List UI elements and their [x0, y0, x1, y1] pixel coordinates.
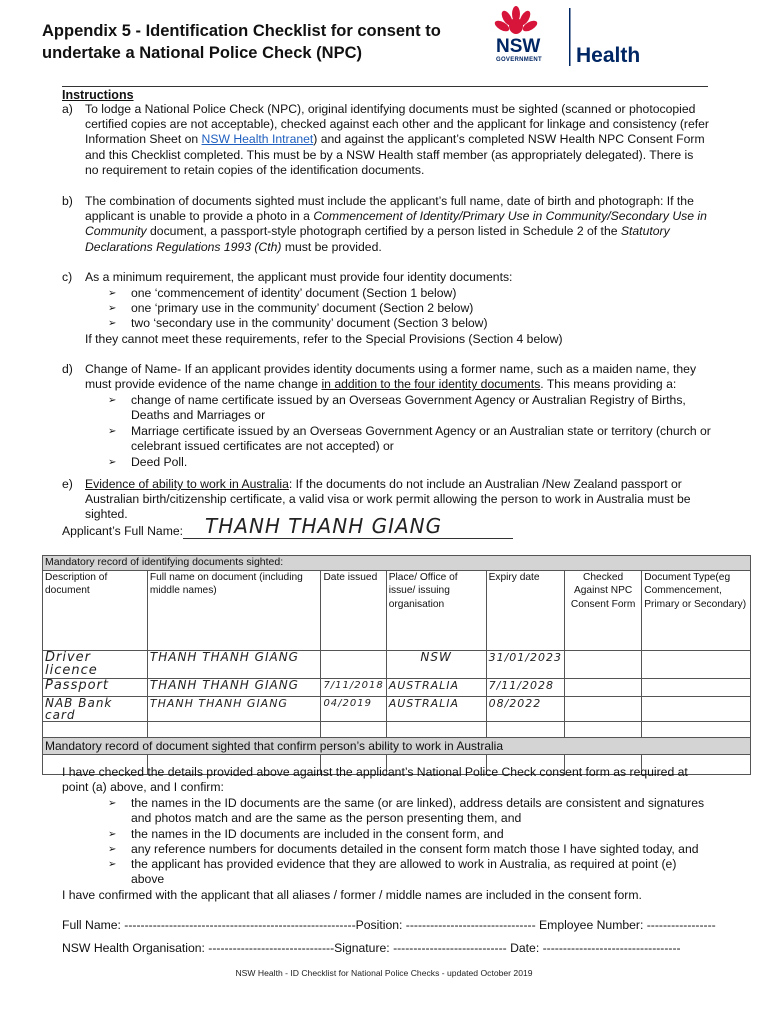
cell[interactable]: 7/11/2018 — [321, 678, 386, 696]
table-section-title-row — [43, 737, 751, 754]
table-row — [43, 721, 751, 737]
arrow-bullet-icon: ➢ — [108, 457, 117, 468]
confirm-intro: I have checked the details provided above against the applicant’s National Police Check consent form as required at point (a) above, and I confirm: — [62, 765, 688, 795]
cell[interactable]: AUSTRALIA — [386, 696, 486, 721]
cell[interactable] — [642, 678, 751, 696]
table-header-row — [43, 570, 751, 650]
logo-health-text: Health — [576, 44, 641, 67]
cell[interactable]: Driver licence — [43, 650, 148, 678]
item-d-text1: Change of Name- If an applicant provides identity documents using a former name, such as a maiden name, they must provide evidence of the name change — [85, 362, 697, 392]
aliases-statement: I have confirmed with the applicant that all aliases / former / middle names are included in the consent form. — [62, 888, 642, 902]
section1-title: Mandatory record of identifying documents sighted: — [43, 556, 751, 571]
item-d-bullet: change of name certificate issued by an Overseas Government Agency or Australian Registry of Births, Deaths and Marriages or — [131, 393, 686, 423]
header-rule — [62, 86, 708, 87]
cell[interactable] — [486, 721, 564, 737]
arrow-bullet-icon: ➢ — [108, 303, 117, 314]
item-c-after: If they cannot meet these requirements, refer to the Special Provisions (Section 4 below) — [85, 332, 563, 346]
header-checked: Checked Against NPC Consent Form — [565, 570, 642, 650]
page-title: Appendix 5 - Identification Checklist for consent to undertake a National Police Check (NPC) — [42, 22, 441, 62]
item-d-text2: . This means providing a: — [540, 377, 677, 392]
arrow-bullet-icon: ➢ — [108, 844, 117, 855]
item-d-text — [85, 362, 710, 392]
arrow-bullet-icon: ➢ — [108, 426, 117, 437]
arrow-bullet-icon: ➢ — [108, 859, 117, 870]
signoff-line-1[interactable]: Full Name: ---------------------------------------------------------Position: -------------------------------- Employee Number: ----------------- — [62, 918, 716, 932]
header-full-name: Full name on document (including middle names) — [147, 570, 321, 650]
item-c-bullet: one ‘primary use in the community’ document (Section 2 below) — [131, 301, 474, 315]
item-b-text1: The combination of documents sighted must include the applicant’s full name, date of birth and photograph: If the applicant is unable to provide a photo in a — [85, 194, 694, 224]
instructions-heading: Instructions — [62, 88, 134, 102]
item-b-label: b) — [62, 194, 73, 208]
cell[interactable] — [642, 650, 751, 678]
item-a-text1: To lodge a National Police Check (NPC), original identifying documents must be sighted (scanned or photocopied certified copies are not acceptable), checked against each other and the applicant for linkage and consistency (refer Information Sheet on — [85, 102, 709, 147]
cell[interactable]: Passport — [43, 678, 148, 696]
cell[interactable] — [43, 721, 148, 737]
arrow-bullet-icon: ➢ — [108, 288, 117, 299]
signoff-line-2[interactable]: NSW Health Organisation: -------------------------------Signature: ---------------------------- Date: ---------------------------------- — [62, 941, 681, 955]
confirm-bullet: the applicant has provided evidence that they are allowed to work in Australia, as required at point (e) above — [131, 857, 677, 887]
item-d-bullet: Marriage certificate issued by an Overseas Government Agency or an Australian state or territory (church or celebrant issued certificates are not accepted) or — [131, 424, 711, 454]
applicant-name-line — [183, 538, 513, 539]
cell[interactable]: THANH THANH GIANG — [147, 650, 321, 678]
item-e-text1: : If the documents do not include an Australian /New Zealand passport or Australian birth/citizenship certificate, a valid visa or work permit allowing the person to work in Australia must be sighted. — [85, 477, 691, 522]
header-document-type: Document Type(eg Commencement, Primary or Secondary) — [642, 570, 751, 650]
cell[interactable] — [642, 696, 751, 721]
item-d-underline: in addition to the four identity documents — [321, 377, 541, 392]
arrow-bullet-icon: ➢ — [108, 798, 117, 809]
header-expiry-date: Expiry date — [486, 570, 564, 650]
nsw-health-intranet-link[interactable]: NSW Health Intranet — [201, 132, 314, 147]
cell[interactable] — [565, 696, 642, 721]
item-c-text: As a minimum requirement, the applicant must provide four identity documents: — [85, 270, 513, 284]
item-d-label: d) — [62, 362, 73, 376]
item-e-label: e) — [62, 477, 73, 491]
header-date-issued: Date issued — [321, 570, 386, 650]
arrow-bullet-icon: ➢ — [108, 829, 117, 840]
item-e-underline: Evidence of ability to work in Australia — [85, 477, 289, 491]
confirm-bullet: the names in the ID documents are the same (or are linked), address details are consistent and signatures and photos match and are the same as the person presenting them, and — [131, 796, 705, 826]
cell[interactable]: 7/11/2028 — [486, 678, 564, 696]
item-b-text2: document, a passport-style photograph certified by a person listed in Schedule 2 of the — [146, 224, 621, 239]
item-d-bullet: Deed Poll. — [131, 455, 188, 469]
table-row — [43, 678, 751, 696]
section2-title: Mandatory record of document sighted that confirm person’s ability to work in Australia — [43, 737, 751, 754]
item-c-label: c) — [62, 270, 73, 284]
item-a-label: a) — [62, 102, 73, 116]
table-row — [43, 696, 751, 721]
cell[interactable]: 31/01/2023 — [486, 650, 564, 678]
nsw-health-logo — [494, 4, 654, 70]
item-a-text2: ) and against the applicant’s completed NSW Health NPC Consent Form and this Checklist completed. This must be by a NSW Health staff member (as appropriately delegated). There is no requirement to retain copies of the identification documents. — [85, 132, 705, 177]
cell[interactable] — [565, 650, 642, 678]
item-b-italic1: Commencement of Identity/Primary Use in Community/Secondary Use in Community — [85, 209, 707, 239]
logo-nsw-text: NSW — [496, 36, 541, 57]
cell[interactable]: 04/2019 — [321, 696, 386, 721]
item-c-bullet: two ‘secondary use in the community’ document (Section 3 below) — [131, 316, 488, 330]
cell[interactable] — [565, 721, 642, 737]
item-b-italic2: Statutory Declarations Regulations 1993 (Cth) — [85, 224, 670, 254]
item-c-bullet: one ‘commencement of identity’ document (Section 1 below) — [131, 286, 457, 300]
cell[interactable]: NSW — [386, 650, 486, 678]
cell[interactable] — [321, 650, 386, 678]
header-place-of-issue: Place/ Office of issue/ issuing organisation — [386, 570, 486, 650]
cell[interactable] — [147, 721, 321, 737]
cell[interactable] — [386, 721, 486, 737]
logo-government-text: GOVERNMENT — [496, 57, 543, 63]
applicant-name-handwritten: THANH THANH GIANG — [205, 514, 443, 538]
cell[interactable]: THANH THANH GIANG — [147, 696, 321, 721]
item-b-text — [85, 194, 710, 255]
cell[interactable] — [642, 721, 751, 737]
cell[interactable]: THANH THANH GIANG — [147, 678, 321, 696]
cell[interactable] — [321, 721, 386, 737]
arrow-bullet-icon: ➢ — [108, 395, 117, 406]
table-section-title-row — [43, 556, 751, 571]
arrow-bullet-icon: ➢ — [108, 318, 117, 329]
cell[interactable] — [565, 678, 642, 696]
cell[interactable]: NAB Bank card — [43, 696, 148, 721]
page-footer: NSW Health - ID Checklist for National Police Checks - updated October 2019 — [235, 968, 533, 978]
cell[interactable]: AUSTRALIA — [386, 678, 486, 696]
table-row — [43, 650, 751, 678]
applicant-name-label: Applicant’s Full Name: — [62, 524, 184, 538]
confirm-bullet: any reference numbers for documents detailed in the consent form match those I have sighted today, and — [131, 842, 699, 856]
item-a-text — [85, 102, 710, 178]
documents-table — [42, 555, 751, 775]
cell[interactable]: 08/2022 — [486, 696, 564, 721]
confirm-bullet: the names in the ID documents are included in the consent form, and — [131, 827, 504, 841]
header-description: Description of document — [43, 570, 148, 650]
item-b-text3: must be provided. — [281, 239, 382, 254]
